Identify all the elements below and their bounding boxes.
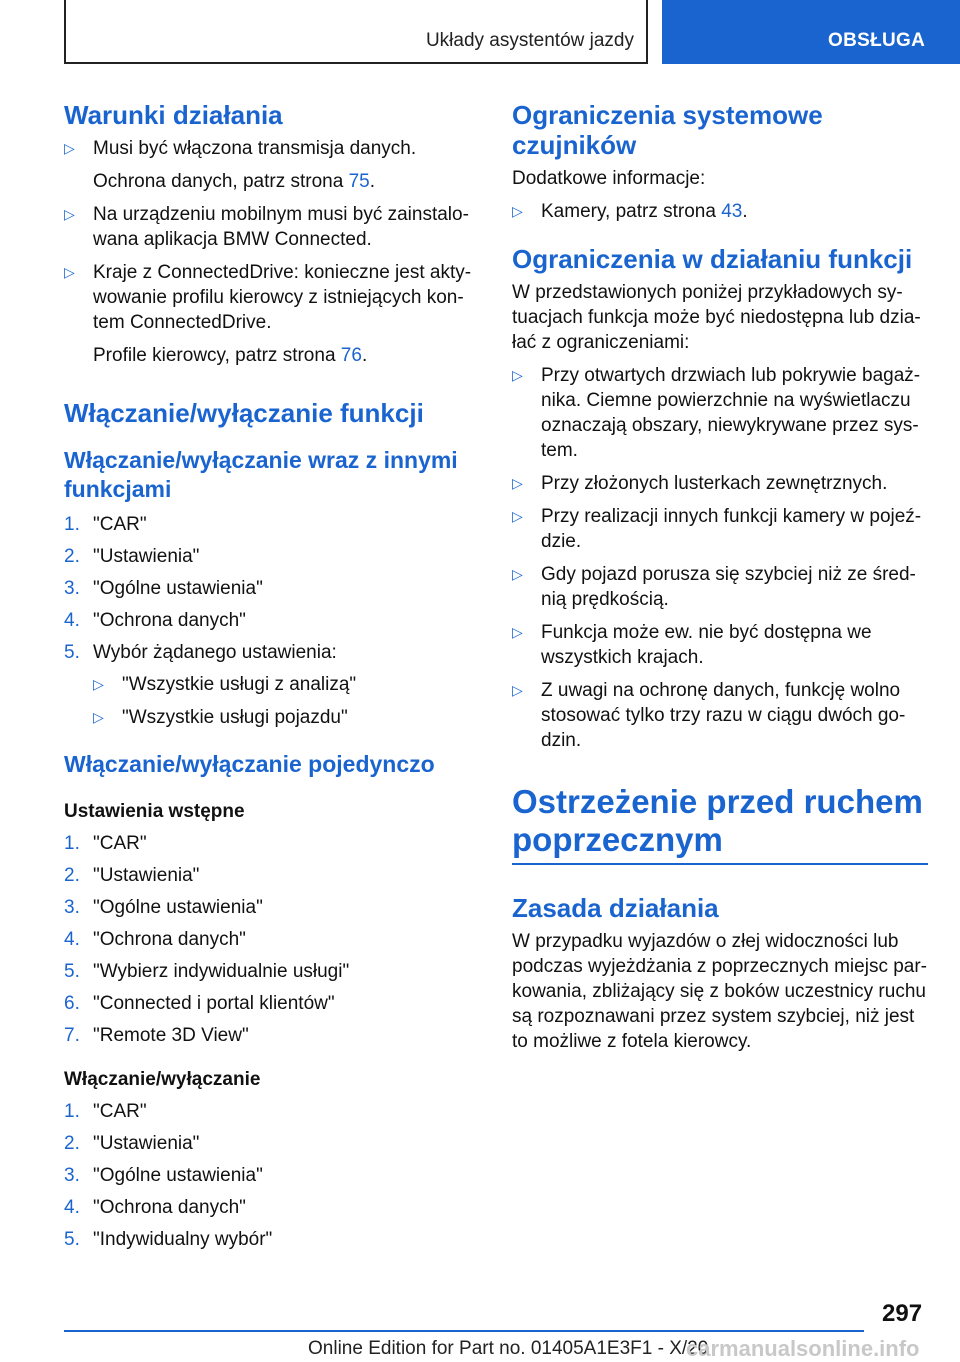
heading-ogr-sys: Ograniczenia systemowe czujników (512, 100, 823, 160)
numbered-step: 5. Wybór żądanego ustawienia: (64, 642, 337, 663)
numbered-step: 6. "Connected i portal klientów" (64, 993, 335, 1014)
bullet-triangle-icon: ▷ (93, 676, 104, 692)
numbered-step: 3. "Ogólne ustawienia" (64, 1165, 263, 1186)
heading-wlaczanie: Włączanie/wyłączanie funkcji (64, 398, 424, 428)
watermark: carmanualsonline.info (686, 1336, 920, 1361)
numbered-step: 4. "Ochrona danych" (64, 929, 246, 950)
bullet-item: ▷ Kamery, patrz strona 43. (512, 201, 748, 222)
heading-pojedynczo: Włączanie/wyłączanie pojedynczo (64, 751, 435, 777)
bullet-triangle-icon: ▷ (64, 140, 75, 156)
subheading-toggle: Włączanie/wyłączanie (64, 1069, 261, 1090)
page-link[interactable]: 43 (721, 201, 743, 222)
bullet-triangle-icon: ▷ (512, 682, 523, 698)
left-column (64, 100, 476, 1259)
bullet-item (64, 202, 476, 252)
bullet-item: ▷ Przy otwartych drzwiach lub pokrywie bagaż-nika. Ciemne powierzchnie na wyświetlaczu oznaczają obszary, niewykrywane przez sys-tem. (512, 365, 921, 461)
numbered-step: 5. "Wybierz indywidualnie usługi" (64, 961, 350, 982)
footer-rule (64, 1330, 864, 1332)
bullet-item: ▷ Przy złożonych lusterkach zewnętrznych. (512, 473, 888, 494)
right-column (512, 100, 928, 1062)
heading-zasada: Zasada działania (512, 893, 719, 923)
bullet-text: Na urządzeniu mobilnym musi być zainstalo-wana aplikacja BMW Connected. (93, 204, 469, 250)
header-box (64, 0, 648, 64)
numbered-step: 5. "Indywidualny wybór" (64, 1229, 273, 1250)
bullet-triangle-icon: ▷ (64, 264, 75, 280)
section-tab[interactable] (662, 0, 960, 64)
bullet-triangle-icon: ▷ (512, 475, 523, 491)
footer-edition: Online Edition for Part no. 01405A1E3F1 - X/20 (308, 1338, 709, 1359)
heading-ogr-dz: Ograniczenia w działaniu funkcji (512, 244, 913, 274)
heading-warunki: Warunki działania (64, 100, 283, 130)
bullet-item: ▷ Przy realizacji innych funkcji kamery w pojeź-dzie. (512, 506, 922, 552)
bullet-triangle-icon: ▷ (512, 508, 523, 524)
chapter-heading-wrap (512, 783, 928, 865)
numbered-step: 7. "Remote 3D View" (64, 1025, 249, 1046)
section-tab-label: OBSŁUGA (828, 30, 926, 51)
numbered-step: 4. "Ochrona danych" (64, 1197, 246, 1218)
bullet-text: Musi być włączona transmisja danych. (93, 138, 417, 159)
bullet-triangle-icon: ▷ (512, 566, 523, 582)
page-link[interactable]: 75 (348, 171, 370, 192)
bullet-text: Kraje z ConnectedDrive: konieczne jest akty-wowanie profilu kierowcy z istniejących kon-tem ConnectedDrive. (93, 262, 472, 333)
numbered-step: 1. "CAR" (64, 514, 147, 535)
bullet-item: ▷ Z uwagi na ochronę danych, funkcję wolno stosować tylko trzy razu w ciągu dwóch go-dzin. (512, 680, 906, 751)
bullet-item: ▷ "Wszystkie usługi pojazdu" (93, 707, 348, 728)
bullet-item (64, 260, 476, 368)
bullet-triangle-icon: ▷ (512, 203, 523, 219)
bullet-item: ▷ Funkcja może ew. nie być dostępna we wszystkich krajach. (512, 622, 872, 668)
bullet-item: ▷ Gdy pojazd porusza się szybciej niż ze śred-nią prędkością. (512, 564, 916, 610)
page-link[interactable]: 76 (340, 345, 362, 366)
bullet-item (64, 136, 476, 194)
heading-ostrzezenie: Ostrzeżenie przed ruchem poprzecznym (512, 783, 923, 858)
numbered-step: 2. "Ustawienia" (64, 1133, 200, 1154)
bullet-triangle-icon: ▷ (512, 624, 523, 640)
running-header-title: Układy asystentów jazdy (425, 30, 634, 51)
paragraph-intro: Dodatkowe informacje: (512, 168, 706, 189)
page-number: 297 (882, 1300, 923, 1327)
numbered-step: 3. "Ogólne ustawienia" (64, 578, 263, 599)
numbered-step: 4. "Ochrona danych" (64, 610, 246, 631)
numbered-step: 1. "CAR" (64, 833, 147, 854)
subheading-setup: Ustawienia wstępne (64, 801, 245, 822)
paragraph-zasada: W przypadku wyjazdów o złej widoczności lub podczas wyjeżdżania z poprzecznych miejsc par-kowania, zbliżający się z boków uczestnicy ruchu są rozpoznawani przez system szybciej, niż jest to możliwe z fotela kierowcy. (512, 931, 928, 1052)
numbered-step: 3. "Ogólne ustawienia" (64, 897, 263, 918)
bullet-subtext: Profile kierowcy, patrz strona 76. (93, 345, 368, 366)
heading-wraz: Włączanie/wyłączanie wraz z innymi funkcjami (64, 447, 458, 502)
bullet-triangle-icon: ▷ (93, 709, 104, 725)
numbered-step: 1. "CAR" (64, 1101, 147, 1122)
bullet-triangle-icon: ▷ (64, 206, 75, 222)
paragraph-intro: W przedstawionych poniżej przykładowych sy-tuacjach funkcja może być niedostępna lub dzia-łać z ograniczeniami: (512, 282, 921, 353)
bullet-subtext: Ochrona danych, patrz strona 75. (93, 171, 376, 192)
bullet-triangle-icon: ▷ (512, 367, 523, 383)
numbered-step: 2. "Ustawienia" (64, 546, 200, 567)
numbered-step: 2. "Ustawienia" (64, 865, 200, 886)
bullet-item: ▷ "Wszystkie usługi z analizą" (93, 674, 357, 695)
